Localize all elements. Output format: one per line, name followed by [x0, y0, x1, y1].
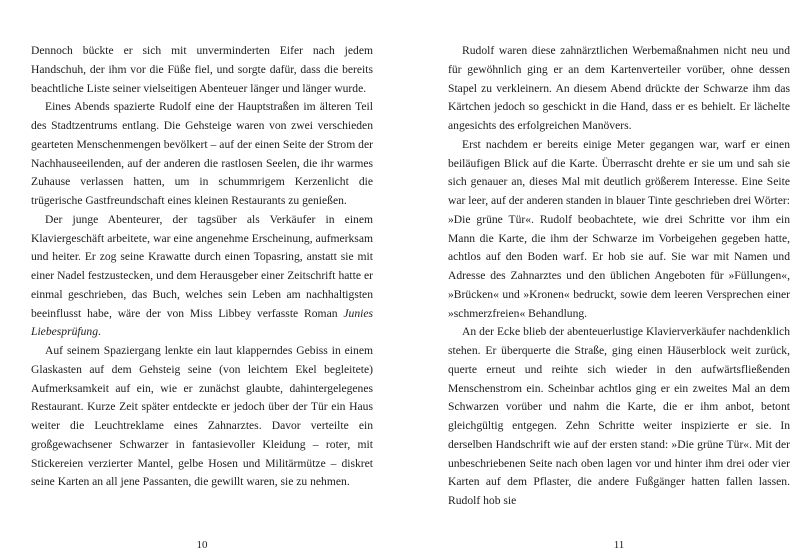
paragraph: Erst nachdem er bereits einige Meter gegangen war, warf er einen beiläufigen Blick auf die Karte. Überrascht drehte er sie um und sah sie sich genauer an, dieses Mal mit deutlich größerem Interesse. Eine Seite war leer, auf der anderen standen in blauer Tinte geschrieben drei Wörter: »Die grüne Tür«. Rudolf beobachtete, wie drei Schritte vor ihm ein Mann die Karte, die ihm der Schwarze im Vorbeigehen gegeben hatte, achtlos auf den Boden warf. Er hob sie auf. Sie war mit Namen und Adresse des Zahnarztes und den üblichen Angeboten für »Füllungen«, »Brücken« und »Kronen« bedruckt, sowie dem leeren Versprechen einer »schmerzfreien« Behandlung. [448, 137, 790, 320]
paragraph: Auf seinem Spaziergang lenkte ein laut klapperndes Gebiss in einem Glaskasten auf dem Gehsteig seine (von leichtem Ekel begleitete) Aufmerksamkeit auf ein, wie er zunächst glaubte, dahintergelegenes Restaurant. Kurze Zeit später entdeckte er jedoch über der Tür ein Haus weiter die Leuchtreklame eines Zahnarztes. Davor verteilte ein großgewachsener Schwarzer in fantasievoller Kleidung – roter, mit Stickereien verzierter Mantel, gelbe Hosen und Militärmütze – diskret seine Karten an all jene Passanten, die gewillt waren, sie zu nehmen. [31, 344, 373, 489]
novel-title: Junies Liebesprüfung [31, 306, 373, 339]
left-page-text [31, 42, 373, 492]
left-page [31, 42, 373, 551]
paragraph: An der Ecke blieb der abenteuerlustige Klavierverkäufer nachdenklich stehen. Er überquerte die Straße, ging einen Häuserblock weit zurück, querte erneut und reihte sich wieder in den aufwärtsfließenden Menschenstrom ein. Scheinbar achtlos ging er ein zweites Mal an dem Schwarzen vorüber und nahm die Karte, die er ihm anbot, betont gleichgültig entgegen. Zehn Schritte weiter inspizierte er sie. In derselben Handschrift wie auf der ersten stand: »Die grüne Tür«. Mit der unbeschriebenen Seite nach oben lagen vor und hinter ihm drei oder vier Karten auf dem Pflaster, die andere Fußgänger hatten fallen lassen. Rudolf hob sie [448, 325, 790, 507]
paragraph: Eines Abends spazierte Rudolf eine der Hauptstraßen im älteren Teil des Stadtzentrums entlang. Die Gehsteige waren von zwei verschieden gearteten Menschenmengen bevölkert – auf der einen Seite der Strom der Nachhauseeilenden, auf der anderen die rastlosen Seelen, die ihr warmes Zuhause verlassen hatten, um in schummrigem Kerzenlicht die trügerische Gastfreundschaft eines kleinen Restaurants zu genießen. [31, 100, 373, 207]
paragraph: Rudolf waren diese zahnärztlichen Werbemaßnahmen nicht neu und für gewöhnlich ging er an dem Kartenverteiler vorüber, ohne dessen Stapel zu verkleinern. An diesem Abend drückte der Schwarze ihm das Kärtchen jedoch so geschickt in die Hand, dass er es behielt. Er lächelte angesichts des erfolgreichen Manövers. [448, 44, 790, 132]
paragraph-text: Der junge Abenteurer, der tagsüber als Verkäufer in einem Klaviergeschäft arbeitete, war eine angenehme Erscheinung, aufmerksam und heiter. Er zog seine Krawatte durch einen Topasring, anstatt sie mit einer Nadel festzustecken, und dem Herausgeber einer Zeitschrift hatte er einmal geschrieben, das Buch, welches sein Leben am nachhaltigsten beeinflusst habe, wäre der von Miss Libbey verfasste Roman [31, 212, 373, 320]
page-number: 11 [613, 539, 625, 551]
page-number: 10 [196, 539, 208, 551]
right-page [448, 42, 790, 551]
paragraph: Der junge Abenteurer, der tagsüber als Verkäufer in einem Klaviergeschäft arbeitete, war eine angenehme Erscheinung, aufmerksam und heiter. Er zog seine Krawatte durch einen Topasring, anstatt sie mit einer Nadel festzustecken, und dem Herausgeber einer Zeitschrift hatte er einmal geschrieben, das Buch, welches sein Leben am nachhaltigsten beeinflusst habe, wäre der von Miss Libbey verfasste Roman Junies Liebesprüfung. [31, 212, 373, 339]
paragraph: Dennoch bückte er sich mit unverminderten Eifer nach jedem Handschuh, der ihm vor die Füße fiel, und sorgte dafür, dass die bereits beachtliche Liste seiner vielseitigen Abenteuer länger und länger wurde. [31, 44, 373, 95]
right-page-text [448, 42, 790, 511]
